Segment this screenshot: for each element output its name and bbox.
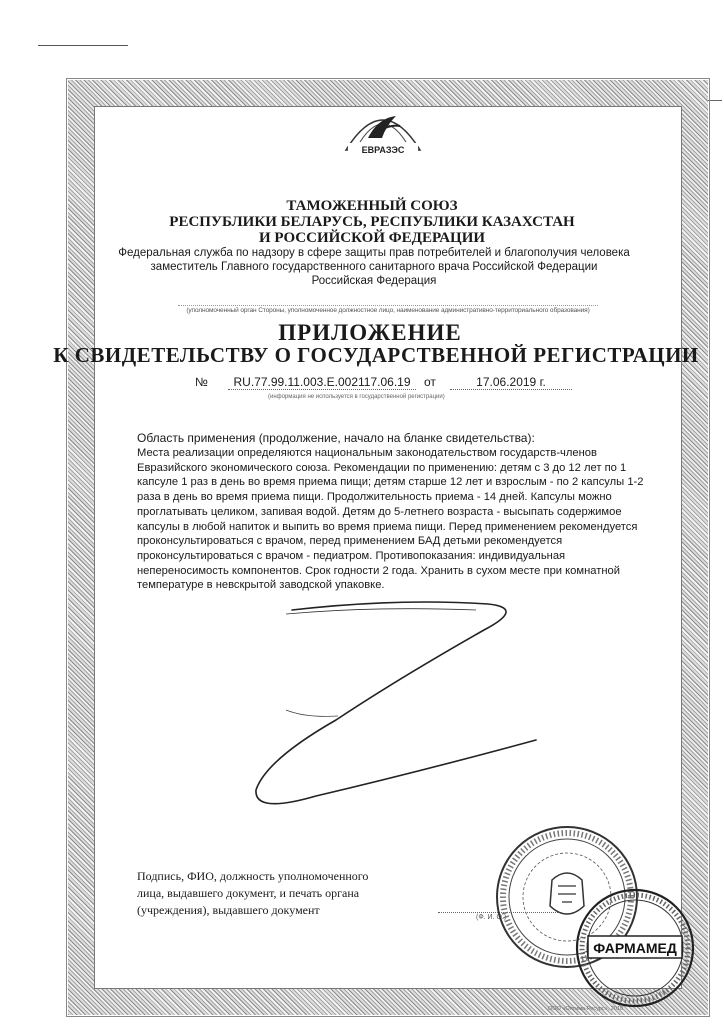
authority-caption: (уполномоченный орган Стороны, уполномоченное должностное лицо, наименование административно-территориального образования) <box>178 305 598 314</box>
registration-date: 17.06.2019 г. <box>450 375 572 390</box>
stamp-text: ФАРМАМЕД <box>593 940 677 956</box>
scope-line: раза в день во время приема пищи. Продолжительность приема - 14 дней. Капсулы можно <box>137 491 612 504</box>
fio-caption: (Ф. И. О.) <box>476 914 507 921</box>
scan-margin-line <box>38 45 128 46</box>
scope-text <box>137 446 644 593</box>
union-title-line3: И РОССИЙСКОЙ ФЕДЕРАЦИИ <box>258 230 486 246</box>
scope-title: Область применения (продолжение, начало на бланке свидетельства): <box>137 431 535 445</box>
official-position: заместитель Главного государственного санитарного врача Российской Федерации <box>150 261 598 273</box>
scope-line: проконсультироваться с врачом - педиатром. Противопоказания: индивидуальная <box>137 549 566 562</box>
number-label: № <box>195 375 208 389</box>
eurasec-emblem-icon <box>338 98 428 160</box>
scan-margin-mark <box>708 100 722 101</box>
scope-line: Места реализации определяются национальным законодательством государств-членов <box>137 447 597 459</box>
union-title-line2: РЕСПУБЛИКИ БЕЛАРУСЬ, РЕСПУБЛИКИ КАЗАХСТАН <box>169 214 575 230</box>
registration-number: RU.77.99.11.003.E.002117.06.19 <box>228 375 416 390</box>
scope-line: капсуле 1 раз в день во время приема пищи; детям старше 12 лет и взрослым - по 2 капсулы 1-2 <box>137 476 644 489</box>
logo-text: ЕВРАЗЭС <box>361 145 405 155</box>
scope-line: проглатывать целиком, запивая водой. Детям до 5-летнего возраста - высыпать содержимое <box>137 505 622 518</box>
document-title: ПРИЛОЖЕНИЕ <box>278 320 462 345</box>
signature-line: Подпись, ФИО, должность уполномоченного <box>137 869 369 883</box>
printer-note: ООО «Оптима-Ресурс», 2018 <box>548 1006 624 1012</box>
document-subtitle: К СВИДЕТЕЛЬСТВУ О ГОСУДАРСТВЕННОЙ РЕГИСТРАЦИИ <box>53 343 699 367</box>
registration-caption: (информация не используется в государственной регистрации) <box>268 394 445 400</box>
signature-line: (учреждения), выдавшего документ <box>137 903 320 917</box>
company-stamp-icon <box>560 880 710 1010</box>
scope-line: непереносимость компонентов. Срок годности 2 года. Хранить в сухом месте при комнатной <box>137 564 621 577</box>
scope-line: проконсультироваться с врачом, перед применением БАД детьми рекомендуется <box>137 535 563 548</box>
country-name: Российская Федерация <box>311 275 437 287</box>
cancellation-stroke <box>226 600 546 820</box>
scope-line: Евразийского экономического союза. Рекомендации по применению: детям с 3 до 12 лет по 1 <box>137 461 627 474</box>
signature-block <box>137 868 368 919</box>
signature-line: лица, выдавшего документ, и печать органа <box>137 886 360 900</box>
union-title-line1: ТАМОЖЕННЫЙ СОЮЗ <box>286 198 458 214</box>
scope-line: температуре в невскрытой заводской упаковке. <box>137 579 385 592</box>
date-label: от <box>424 375 436 389</box>
agency-name: Федеральная служба по надзору в сфере защиты прав потребителей и благополучия человека <box>118 247 630 259</box>
scope-line: капсулы в любой напиток и выпить во время приема пищи. Перед применением рекомендуется <box>137 520 638 533</box>
